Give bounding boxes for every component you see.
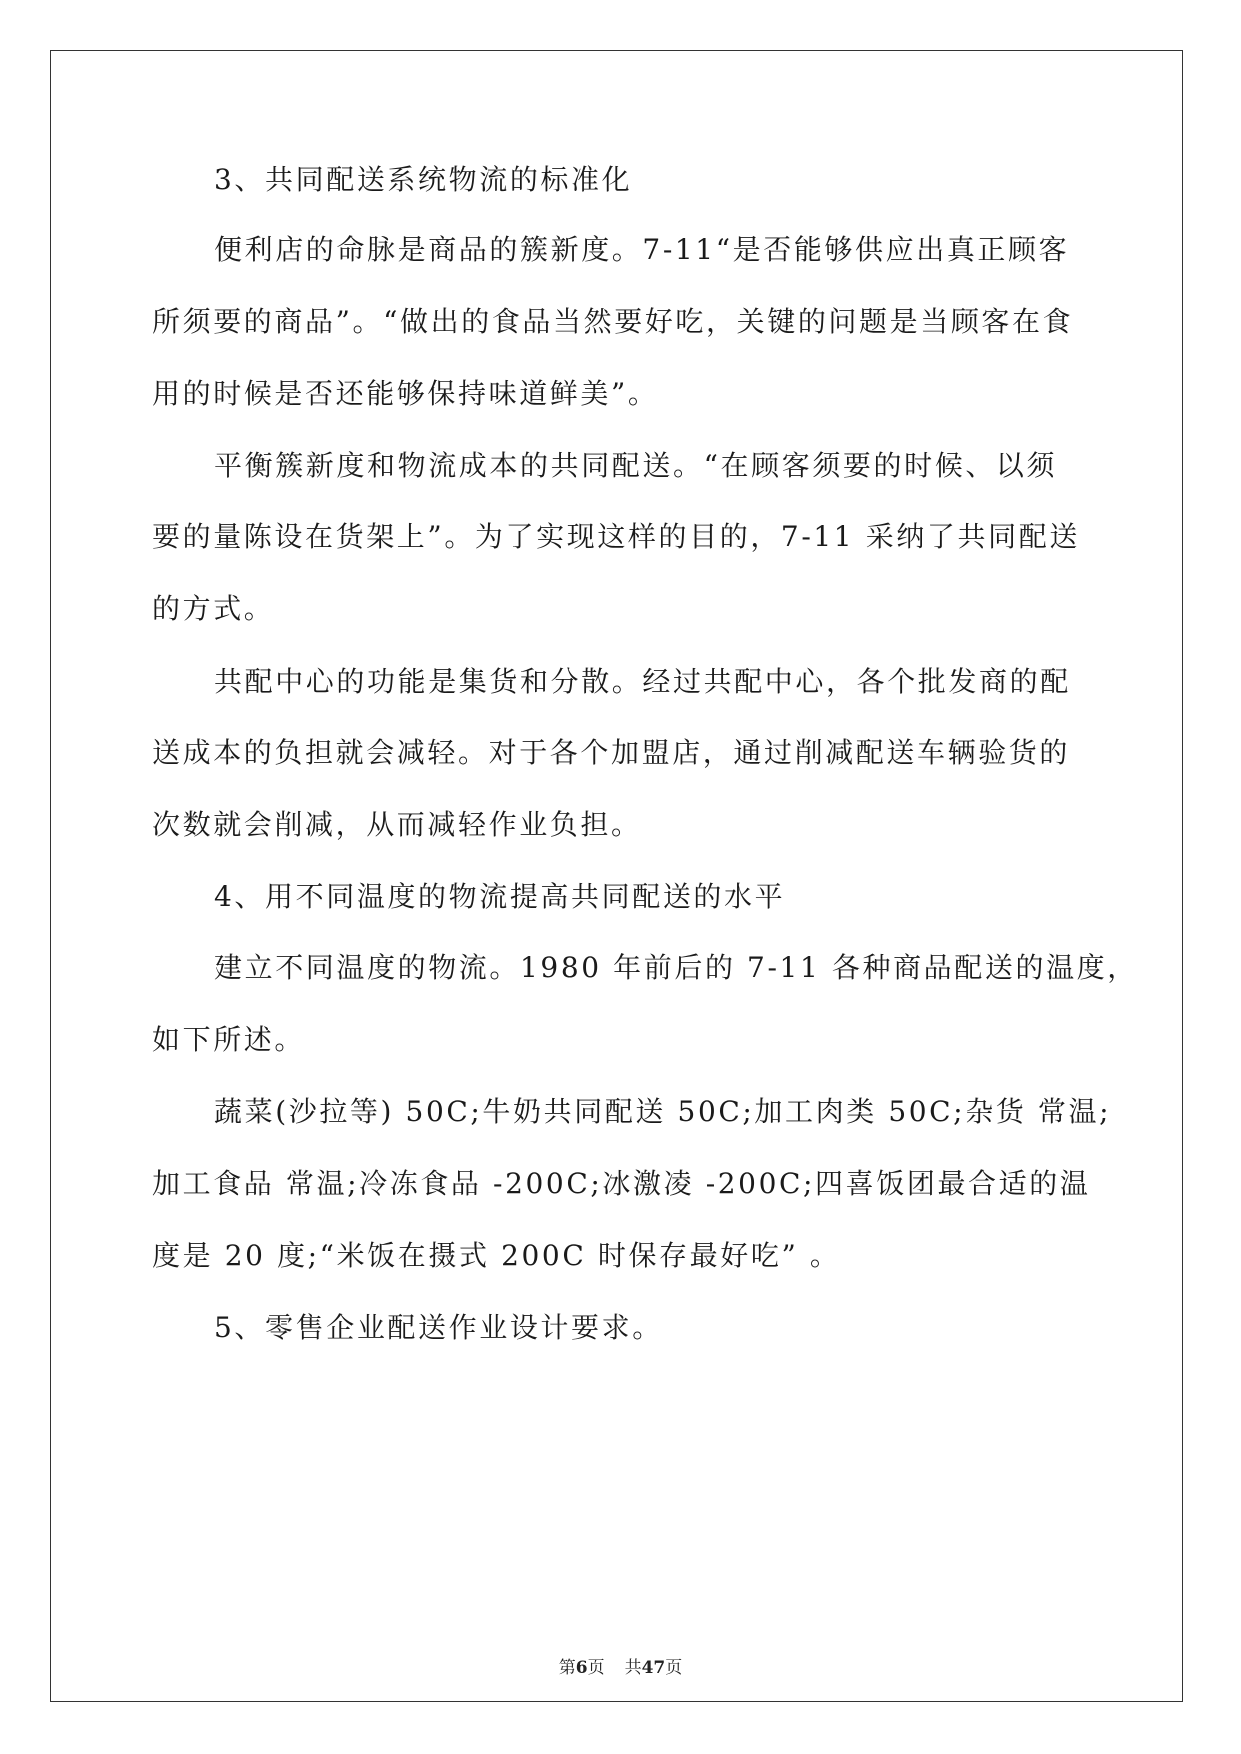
paragraph-line: 次数就会削减，从而减轻作业负担。 (152, 808, 642, 841)
section-heading-5: 5、零售企业配送作业设计要求。 (214, 1311, 663, 1344)
paragraph-line: 送成本的负担就会减轻。对于各个加盟店，通过削减配送车辆验货的 (152, 736, 1071, 769)
page-border (50, 50, 1183, 1702)
paragraph-line: 度是 20 度;“米饭在摄式 200C 时保存最好吃” 。 (152, 1239, 841, 1272)
section-heading-3: 3、共同配送系统物流的标准化 (214, 163, 633, 196)
paragraph-line: 用的时候是否还能够保持味道鲜美”。 (152, 377, 659, 410)
paragraph-line: 如下所述。 (152, 1023, 306, 1056)
footer-total-pages: 47 (641, 1658, 666, 1678)
paragraph-line: 要的量陈设在货架上”。为了实现这样的目的，7-11 采纳了共同配送 (152, 520, 1080, 553)
paragraph-line: 加工食品 常温;冷冻食品 -200C;冰激凌 -200C;四喜饭团最合适的温 (152, 1167, 1091, 1200)
paragraph-line: 共配中心的功能是集货和分散。经过共配中心，各个批发商的配 (214, 665, 1071, 698)
footer-page-unit: 页 (587, 1658, 605, 1678)
paragraph-line: 所须要的商品”。“做出的食品当然要好吃，关键的问题是当顾客在食 (152, 305, 1074, 338)
footer-total-unit: 页 (665, 1658, 683, 1678)
section-heading-4: 4、用不同温度的物流提高共同配送的水平 (214, 880, 786, 913)
paragraph-line: 蔬菜(沙拉等) 50C;牛奶共同配送 50C;加工肉类 50C;杂货 常温; (214, 1095, 1112, 1128)
paragraph-line: 建立不同温度的物流。1980 年前后的 7-11 各种商品配送的温度， (214, 951, 1138, 984)
footer-page-number: 6 (575, 1658, 588, 1678)
footer-prefix: 第 (558, 1658, 576, 1678)
paragraph-line: 便利店的命脉是商品的簇新度。7-11“是否能够供应出真正顾客 (214, 233, 1070, 266)
paragraph-line: 平衡簇新度和物流成本的共同配送。“在顾客须要的时候、以须 (214, 449, 1058, 482)
footer-total-prefix: 共 (624, 1658, 642, 1678)
page-footer (0, 1656, 1241, 1680)
paragraph-line: 的方式。 (152, 592, 275, 625)
